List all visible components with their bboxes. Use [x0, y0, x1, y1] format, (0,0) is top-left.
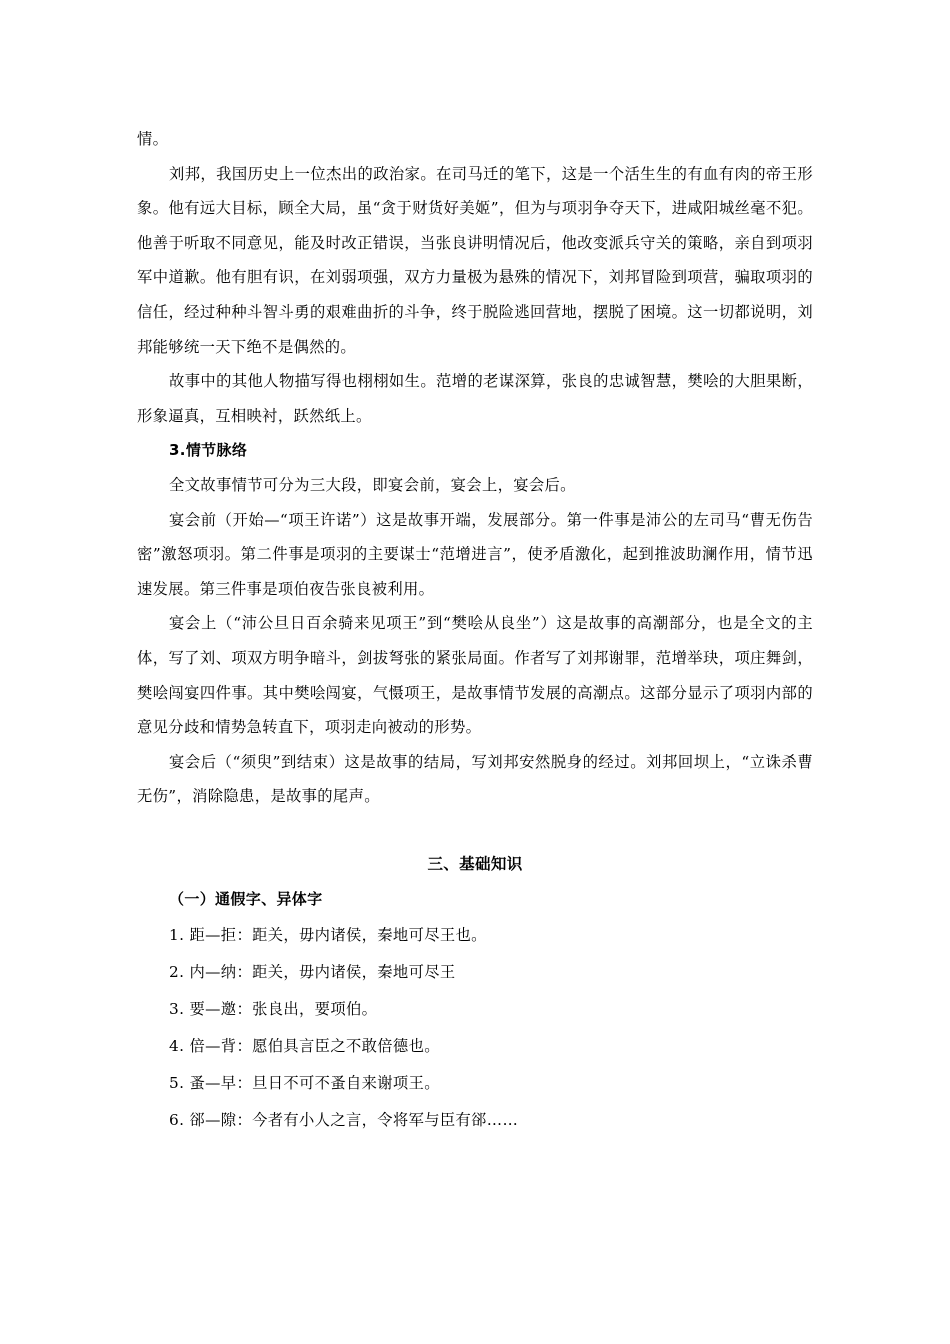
subheading-tongjia: （一）通假字、异体字 — [169, 890, 323, 909]
list-item: 6. 郤—隙：今者有小人之言，令将军与臣有郤…… — [169, 1111, 519, 1130]
list-item: 2. 内—纳：距关，毋内诸侯，秦地可尽王 — [169, 963, 456, 982]
list-item: 5. 蚤—早：旦日不可不蚤自来谢项王。 — [169, 1074, 440, 1093]
document-body — [137, 122, 813, 1139]
paragraph-liu-bang: 刘邦，我国历史上一位杰出的政治家。在司马迁的笔下，这是一个活生生的有血有肉的帝王形象。他有远大目标，顾全大局，虽“贪于财货好美姬”，但为与项羽争夺天下，进咸阳城丝毫不犯。他善于听取不同意见，能及时改正错误，当张良讲明情况后，他改变派兵守关的策略，亲自到项羽军中道歉。他有胆有识，在刘弱项强，双方力量极为悬殊的情况下，刘邦冒险到项营，骗取项羽的信任，经过种种斗智斗勇的艰难曲折的斗争，终于脱险逃回营地，摆脱了困境。这一切都说明，刘邦能够统一天下绝不是偶然的。 — [137, 164, 813, 356]
list-item: 1. 距—拒：距关，毋内诸侯，秦地可尽王也。 — [169, 926, 487, 945]
list-item: 3. 要—邀：张良出，要项伯。 — [169, 1000, 378, 1019]
section-heading-plot: 3.情节脉络 — [169, 441, 248, 460]
paragraph-continuation: 情。 — [137, 130, 169, 148]
paragraph-plot-overview: 全文故事情节可分为三大段，即宴会前，宴会上，宴会后。 — [169, 475, 576, 494]
part-heading-basics: 三、基础知识 — [427, 854, 523, 873]
paragraph-before-banquet: 宴会前（开始—“项王许诺”）这是故事开端，发展部分。第一件事是沛公的左司马“曹无伤告密”激怒项羽。第二件事是项羽的主要谋士“范增进言”，使矛盾激化，起到推波助澜作用，情节迅速发展。第三件事是项伯夜告张良被利用。 — [137, 510, 813, 598]
paragraph-after-banquet: 宴会后（“须臾”到结束）这是故事的结局，写刘邦安然脱身的经过。刘邦回坝上，“立诛杀曹无伤”，消除隐患，是故事的尾声。 — [137, 752, 813, 806]
list-item: 4. 倍—背：愿伯具言臣之不敢倍德也。 — [169, 1037, 440, 1056]
paragraph-during-banquet: 宴会上（“沛公旦日百余骑来见项王”到“樊哙从良坐”）这是故事的高潮部分，也是全文的主体，写了刘、项双方明争暗斗，剑拔弩张的紧张局面。作者写了刘邦谢罪，范增举玦，项庄舞剑，樊哙闯宴四件事。其中樊哙闯宴，气慑项王，是故事情节发展的高潮点。这部分显示了项羽内部的意见分歧和情势急转直下，项羽走向被动的形势。 — [137, 614, 813, 737]
paragraph-other-characters: 故事中的其他人物描写得也栩栩如生。范增的老谋深算，张良的忠诚智慧，樊哙的大胆果断，形象逼真，互相映衬，跃然纸上。 — [137, 372, 813, 425]
